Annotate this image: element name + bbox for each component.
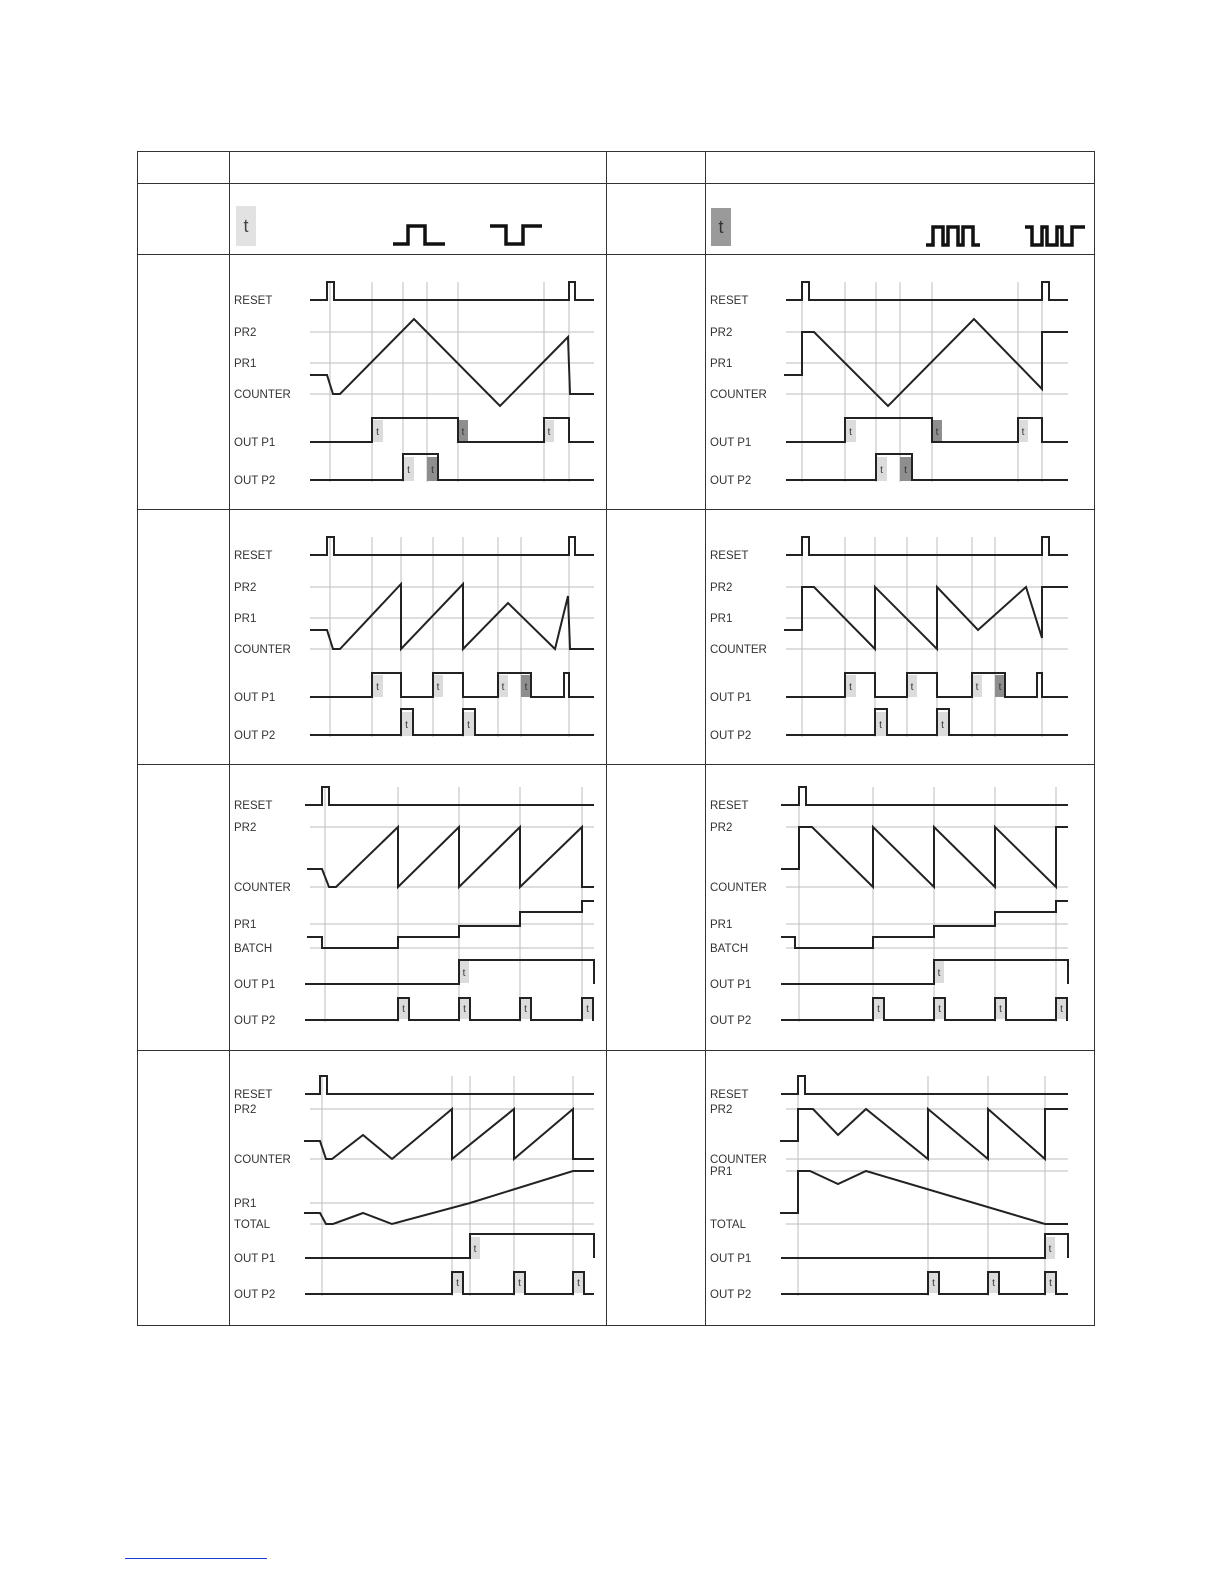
signal-label-pr1: PR1 — [710, 1166, 733, 1178]
signal-label-total: TOTAL — [234, 1219, 270, 1231]
timing-diagram-r3-right — [706, 765, 1095, 1050]
signal-label-pr1: PR1 — [710, 358, 733, 370]
signal-label-out-p1: OUT P1 — [710, 692, 752, 704]
delay-marker-4-label: t — [999, 1004, 1002, 1015]
delay-marker-1-label: t — [376, 682, 379, 693]
signal-label-reset: RESET — [710, 800, 749, 812]
signal-label-counter: COUNTER — [710, 1154, 767, 1166]
signal-label-counter: COUNTER — [234, 882, 291, 894]
signal-label-out-p1: OUT P1 — [710, 979, 752, 991]
signal-label-reset: RESET — [710, 295, 749, 307]
delay-marker-1-label: t — [1048, 1244, 1052, 1255]
diagram-cell-r2-right — [706, 510, 1095, 765]
signal-label-pr1: PR1 — [234, 613, 257, 625]
reset-signal — [310, 537, 594, 555]
delay-marker-6-label: t — [941, 720, 944, 731]
out-p1-signal — [305, 1234, 594, 1258]
delay-marker-5-label: t — [586, 1004, 589, 1015]
delay-marker-4-label: t — [577, 1278, 580, 1289]
out-p1-signal — [310, 673, 594, 697]
out-p1-signal — [781, 960, 1068, 984]
signal-label-counter: COUNTER — [710, 389, 767, 401]
signal-label-out-p1: OUT P1 — [234, 692, 276, 704]
delay-marker-4-label: t — [407, 465, 410, 476]
signal-label-out-p1: OUT P1 — [234, 979, 276, 991]
accumulator-signal — [304, 1171, 594, 1224]
signal-label-out-p2: OUT P2 — [234, 475, 276, 487]
delay-marker-3-label: t — [938, 1004, 941, 1015]
out-p2-signal — [781, 1272, 1068, 1294]
counter-signal — [304, 1109, 594, 1159]
out-p2-signal — [786, 709, 1068, 735]
mode-cell-row2-left — [138, 510, 230, 765]
diagram-cell-r4-left — [230, 1051, 607, 1326]
timing-diagram-r4-left — [230, 1051, 607, 1325]
mode-cell-row3-left — [138, 765, 230, 1051]
signal-label-pr1: PR1 — [234, 358, 257, 370]
delay-marker-1-label: t — [473, 1244, 477, 1255]
negative-pulse-train-icon — [1025, 224, 1089, 248]
signal-label-out-p2: OUT P2 — [234, 730, 276, 742]
negative-pulse-icon — [490, 222, 554, 248]
signal-label-counter: COUNTER — [710, 882, 767, 894]
diagram-cell-r3-left — [230, 765, 607, 1051]
timing-diagram-table — [137, 151, 1095, 1326]
diagram-cell-r1-left — [230, 255, 607, 510]
timing-diagram-r3-left — [230, 765, 607, 1050]
diagram-cell-r1-right — [706, 255, 1095, 510]
t-light-legend-box: t — [236, 206, 256, 246]
out-p2-signal — [305, 1272, 594, 1294]
signal-label-pr2: PR2 — [710, 582, 733, 594]
header-cell-3 — [607, 152, 706, 184]
delay-marker-5-label: t — [904, 465, 907, 476]
mode-cell-row1-right — [607, 255, 706, 510]
reset-signal — [305, 787, 594, 805]
positive-pulse-train-icon — [926, 224, 988, 248]
signal-label-counter: COUNTER — [234, 389, 291, 401]
signal-label-counter: COUNTER — [234, 1154, 291, 1166]
timing-diagram-r2-right — [706, 510, 1095, 764]
delay-marker-4-label: t — [524, 1004, 527, 1015]
diagram-cell-r2-left — [230, 510, 607, 765]
signal-label-reset: RESET — [234, 800, 273, 812]
delay-marker-2-label: t — [436, 682, 440, 693]
header-cell-1 — [138, 152, 230, 184]
timing-diagram-r4-right — [706, 1051, 1095, 1325]
signal-label-pr1: PR1 — [710, 613, 733, 625]
reset-signal — [786, 282, 1068, 300]
reset-signal — [305, 1076, 594, 1094]
legend-cell-left — [230, 184, 607, 255]
delay-marker-4-label: t — [1049, 1278, 1052, 1289]
header-cell-2 — [230, 152, 607, 184]
delay-marker-2-label: t — [910, 682, 914, 693]
delay-marker-1-label: t — [849, 427, 852, 438]
signal-label-out-p1: OUT P1 — [710, 437, 752, 449]
accumulator-signal — [780, 1171, 1068, 1224]
delay-marker-1-label: t — [376, 427, 379, 438]
signal-label-out-p1: OUT P1 — [234, 1253, 276, 1265]
signal-label-reset: RESET — [710, 550, 749, 562]
timing-diagram-r1-right — [706, 255, 1095, 509]
signal-label-pr2: PR2 — [234, 1104, 257, 1116]
delay-marker-1-label: t — [462, 968, 466, 979]
signal-label-out-p2: OUT P2 — [710, 1289, 752, 1301]
delay-marker-2-label: t — [935, 427, 939, 438]
signal-label-reset: RESET — [234, 550, 273, 562]
signal-label-out-p2: OUT P2 — [710, 1015, 752, 1027]
delay-marker-5-label: t — [1060, 1004, 1063, 1015]
delay-marker-2-label: t — [456, 1278, 459, 1289]
timing-diagram-r1-left — [230, 255, 607, 509]
out-p2-signal — [310, 709, 594, 735]
delay-marker-3-label: t — [463, 1004, 466, 1015]
legend-mode-cell-left — [138, 184, 230, 255]
counter-signal — [781, 827, 1068, 887]
out-p2-signal — [310, 454, 594, 480]
signal-label-reset: RESET — [234, 295, 273, 307]
out-p2-signal — [305, 998, 594, 1020]
signal-label-reset: RESET — [710, 1089, 749, 1101]
signal-label-total: TOTAL — [710, 1219, 746, 1231]
reset-signal — [310, 282, 594, 300]
signal-label-pr2: PR2 — [234, 822, 257, 834]
diagram-cell-r3-right — [706, 765, 1095, 1051]
signal-label-batch: BATCH — [710, 943, 749, 955]
mode-cell-row3-right — [607, 765, 706, 1051]
out-p1-signal — [786, 673, 1068, 697]
mode-cell-row1-left — [138, 255, 230, 510]
header-cell-4 — [706, 152, 1095, 184]
reset-signal — [781, 1076, 1068, 1094]
delay-marker-4-label: t — [524, 682, 528, 693]
signal-label-pr1: PR1 — [234, 1198, 257, 1210]
mode-cell-row4-right — [607, 1051, 706, 1326]
signal-label-counter: COUNTER — [710, 644, 767, 656]
t-dark-legend-box: t — [711, 208, 731, 246]
delay-marker-5-label: t — [879, 720, 882, 731]
footnote-separator — [125, 1558, 267, 1559]
signal-label-pr1: PR1 — [234, 919, 257, 931]
signal-label-pr2: PR2 — [710, 1104, 733, 1116]
reset-signal — [786, 537, 1068, 555]
counter-signal — [307, 827, 594, 887]
signal-label-pr1: PR1 — [710, 919, 733, 931]
delay-marker-3-label: t — [1021, 427, 1025, 438]
counter-signal — [780, 1109, 1068, 1159]
delay-marker-3-label: t — [547, 427, 551, 438]
timing-diagram-r2-left — [230, 510, 607, 764]
delay-marker-3-label: t — [975, 682, 979, 693]
out-p1-signal — [305, 960, 594, 984]
delay-marker-2-label: t — [932, 1278, 935, 1289]
delay-marker-2-label: t — [402, 1004, 405, 1015]
reset-signal — [781, 787, 1068, 805]
diagram-cell-r4-right — [706, 1051, 1095, 1326]
signal-label-out-p2: OUT P2 — [234, 1015, 276, 1027]
signal-label-out-p2: OUT P2 — [710, 730, 752, 742]
signal-label-counter: COUNTER — [234, 644, 291, 656]
signal-label-reset: RESET — [234, 1089, 273, 1101]
delay-marker-4-label: t — [880, 465, 883, 476]
delay-marker-1-label: t — [849, 682, 852, 693]
counter-signal — [310, 584, 594, 649]
signal-label-pr2: PR2 — [234, 582, 257, 594]
out-p2-signal — [781, 998, 1068, 1020]
signal-label-pr2: PR2 — [234, 327, 257, 339]
mode-cell-row2-right — [607, 510, 706, 765]
signal-label-pr2: PR2 — [710, 822, 733, 834]
delay-marker-5-label: t — [405, 720, 408, 731]
signal-label-out-p1: OUT P1 — [710, 1253, 752, 1265]
legend-cell-right — [706, 184, 1095, 255]
delay-marker-3-label: t — [518, 1278, 521, 1289]
delay-marker-5-label: t — [431, 465, 434, 476]
signal-label-out-p1: OUT P1 — [234, 437, 276, 449]
delay-marker-1-label: t — [937, 968, 941, 979]
mode-cell-row4-left — [138, 1051, 230, 1326]
delay-marker-6-label: t — [467, 720, 470, 731]
signal-label-out-p2: OUT P2 — [234, 1289, 276, 1301]
signal-label-batch: BATCH — [234, 943, 273, 955]
out-p1-signal — [781, 1234, 1068, 1258]
delay-marker-2-label: t — [877, 1004, 880, 1015]
positive-pulse-icon — [393, 222, 449, 248]
delay-marker-3-label: t — [501, 682, 505, 693]
delay-marker-2-label: t — [461, 427, 465, 438]
signal-label-out-p2: OUT P2 — [710, 475, 752, 487]
signal-label-pr2: PR2 — [710, 327, 733, 339]
delay-marker-4-label: t — [998, 682, 1002, 693]
legend-mode-cell-right — [607, 184, 706, 255]
out-p2-signal — [786, 454, 1068, 480]
delay-marker-3-label: t — [992, 1278, 995, 1289]
